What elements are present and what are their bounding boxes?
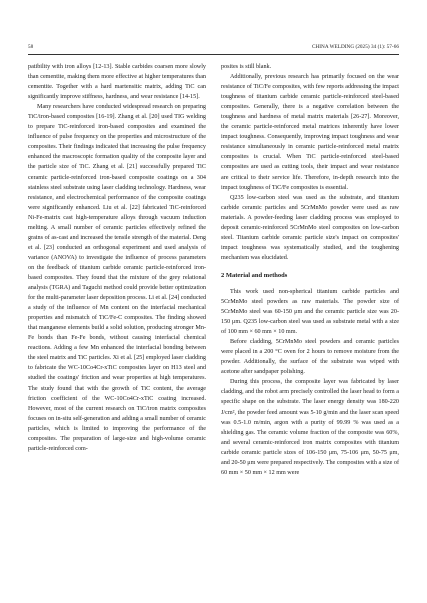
paragraph: Additionally, previous research has primarily focused on the wear resistance of TiC/Fe composites, with few reports addressing the impact toughness of titanium carbide ceramic particle-reinforced steel-based composites. Generally, there is a negative correlation between the toughness and hardness of metal matrix materials [26-27]. Moreover, the ceramic particle-reinforced metal matrices inherently have lower impact toughness. Consequently, improving impact toughness and wear resistance simultaneously in ceramic particle-reinforced metal matrix composites is crucial. When TiC particle-reinforced steel-based composites are used as cutting tools, their impact and wear resistance are critical to their service life. Therefore, in-depth research into the impact toughness of TiC/Fe composites is essential. xyxy=(221,74,399,191)
header-rule xyxy=(28,54,399,55)
left-column xyxy=(28,62,206,454)
paragraph: Before cladding, 5CrMnMo steel powders and ceramic particles were placed in a 200 °C oven for 2 hours to remove moisture from the powder. Additionally, the surface of the substrate was wiped with acetone after sandpaper polishing. xyxy=(221,339,399,376)
paragraph: Many researchers have conducted widespread research on preparing TiC/iron-based composites [16-19]. Zhang et al. [20] used TIG welding to prepare TiC-reinforced iron-based composites and examined the influence of pulse frequency on the properties and microstructure of the composites. Their findings indicated that increasing the pulse frequency enhanced the macroscopic formation quality of the composite layer and the particle size of TiC. Zhang et al. [21] successfully prepared TiC ceramic particle-reinforced iron-based composite coatings on a 304 stainless steel substrate using laser cladding technology. Hardness, wear resistance, and electrochemical performance of the composite coatings were significantly enhanced. Liu et al. [22] fabricated TiC-reinforced Ni-Fe-matrix cast high-temperature alloys through vacuum induction melting. A small number of ceramic particles effectively refined the grains of as-cast and increased the tensile strength of the material. Deng et al. [23] conducted an orthogonal experiment and used analysis of variance (ANOVA) to investigate the influence of process parameters on the feedback of titanium carbide ceramic particle-reinforced iron-based composites. They found that the mixture of the grey relational analysis (TGRA) and Taguchi method could provide better optimization for the multi-parameter laser deposition process. Li et al. [24] conducted a study of the influence of Mn content on the interfacial mechanical properties and mismatch of TiC/Fe-C composites. The finding showed that manganese elements build a solid solution, producing stronger Mn-Fe bonds than Fe-Fe bonds, without causing interfacial chemical reactions. Adding a few Mn enhanced the interfacial bonding between the steel matrix and TiC particles. Xi et al. [25] employed laser cladding to fabricate the WC-10Co4Cr-xTiC composites layer on H13 steel and studied the coatings' friction and wear properties at high temperatures. The study found that with the growth of TiC content, the average friction coefficient of the WC-10Co4Cr-xTiC coating increased. However, most of the current research on TiC/iron matrix composites focuses on in-situ self-generation and adding a small number of ceramic particles, which is limited to improving the performance of the composites. The preparation of large-size and high-volume ceramic particle-reinforced com- xyxy=(28,104,207,452)
paragraph: patibility with iron alloys [12-13]. Stable carbides coarsen more slowly than cementite, making them more effective at higher temperatures than cementite. Together with a hard martensitic matrix, adding TiC can significantly improve stiffness, hardness, and wear resistance [14-15]. xyxy=(28,64,206,101)
paragraph: posites is still blank. xyxy=(221,64,272,70)
section-heading: 2 Material and methods xyxy=(221,271,288,279)
paragraph: Q235 low-carbon steel was used as the substrate, and titanium carbide ceramic particles and 5CrMnMo powder were used as raw materials. A powder-feeding laser cladding process was employed to deposit ceramic-reinforced 5CrMnMo steel composites on low-carbon steel. Titanium carbide ceramic particle size's impact on composites' impact toughness was systematically studied, and the toughening mechanism was elucidated. xyxy=(221,194,399,261)
page-number: 58 xyxy=(28,44,34,50)
paragraph: During this process, the composite layer was fabricated by laser cladding, and the robot arm precisely controlled the laser head to form a specific shape on the substrate. The laser energy density was 180-220 J/cm², the powder feed amount was 5-10 g/min and the laser scan speed was 0.5-1.0 m/min, argon with a purity of 99.99 % was used as a shielding gas. The ceramic volume fraction of the composite was 60%, and several ceramic-reinforced iron matrix composites with titanium carbide ceramic particle sizes of 106-150 μm, 75-106 μm, 50-75 μm, and 20-50 μm were prepared respectively. The composites with a size of 60 mm × 50 mm × 12 mm were xyxy=(221,379,399,476)
paragraph: This work used non-spherical titanium carbide particles and 5CrMnMo steel powders as raw materials. The powder size of 5CrMnMo steel was 60-150 μm and the ceramic particle size was 20-150 μm. Q235 low-carbon steel was used as substrate metal with a size of 100 mm × 60 mm × 10 mm. xyxy=(221,288,399,336)
running-header: CHINA WELDING (2025) 34 (1): 57-66 xyxy=(311,44,399,50)
right-column xyxy=(221,62,399,478)
